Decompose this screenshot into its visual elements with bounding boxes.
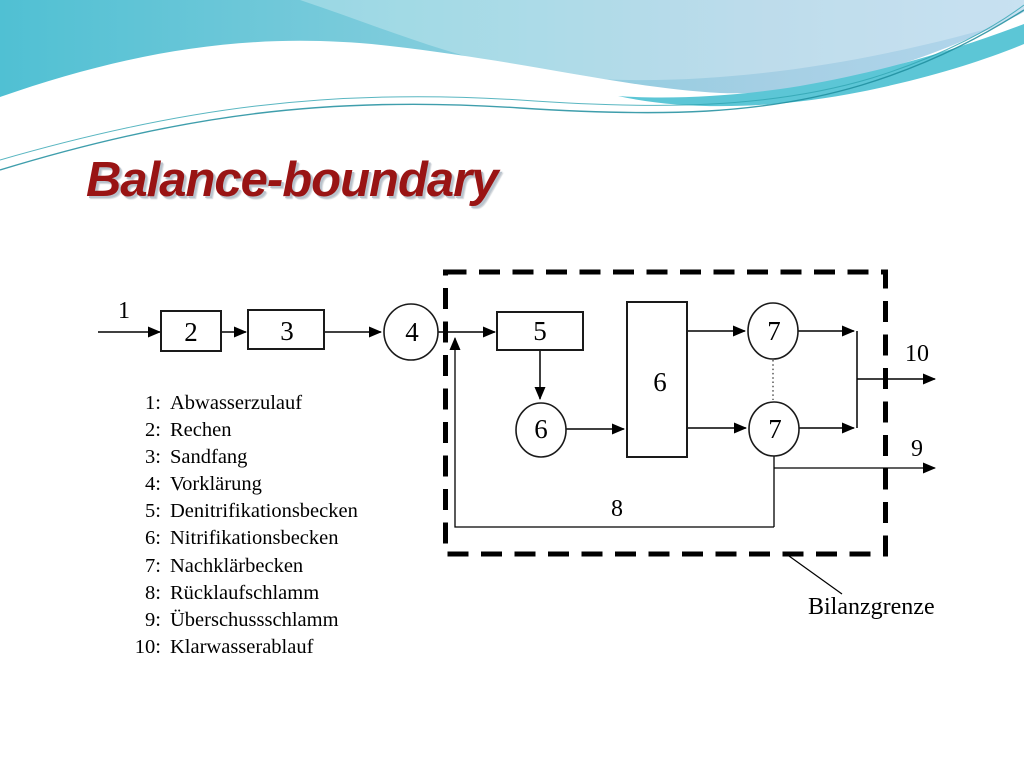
stream-label-9: 9 <box>911 435 923 462</box>
node-label-7-bottom: 7 <box>768 413 782 444</box>
legend-item-label: Rücklaufschlamm <box>170 581 320 604</box>
legend-item <box>117 444 358 471</box>
legend-item <box>117 553 358 580</box>
node-label-4: 4 <box>405 316 419 347</box>
legend-item-label: Überschussschlamm <box>170 608 339 631</box>
stream-label-8: 8 <box>611 495 623 522</box>
node-label-3: 3 <box>280 315 294 346</box>
legend-item-label: Vorklärung <box>170 473 262 496</box>
legend <box>117 390 358 661</box>
legend-item-label: Rechen <box>170 419 232 442</box>
legend-item-number: 2: <box>145 419 161 442</box>
legend-item-number: 5: <box>145 500 161 523</box>
legend-item-number: 3: <box>145 446 161 469</box>
node-label-6-tank: 6 <box>653 366 667 397</box>
legend-item-label: Denitrifikationsbecken <box>170 500 358 523</box>
stream-label-10: 10 <box>905 340 929 367</box>
legend-item <box>117 607 358 634</box>
legend-item <box>117 580 358 607</box>
legend-item <box>117 498 358 525</box>
legend-item-number: 4: <box>145 473 161 496</box>
legend-item <box>117 417 358 444</box>
legend-item-label: Nachklärbecken <box>170 554 304 577</box>
legend-item-number: 6: <box>145 527 161 550</box>
legend-item <box>117 390 358 417</box>
node-label-5: 5 <box>533 315 547 346</box>
boundary-callout-line <box>789 556 842 594</box>
slide-title: Balance-boundary <box>86 153 498 207</box>
node-label-2: 2 <box>184 316 198 347</box>
legend-item-number: 7: <box>145 554 161 577</box>
node-label-6-circle: 6 <box>534 413 548 444</box>
legend-item-label: Nitrifikationsbecken <box>170 527 339 550</box>
legend-item <box>117 471 358 498</box>
legend-item-number: 8: <box>145 581 161 604</box>
legend-item-label: Abwasserzulauf <box>170 392 303 414</box>
legend-item-number: 1: <box>145 392 161 414</box>
legend-item-label: Sandfang <box>170 446 248 469</box>
legend-item-label: Klarwasserablauf <box>170 635 314 658</box>
legend-item-number: 9: <box>145 608 161 631</box>
legend-item <box>117 525 358 552</box>
stream-label-1: 1 <box>118 297 130 324</box>
legend-item-number: 10: <box>134 635 161 658</box>
balance-boundary-label: Bilanzgrenze <box>808 594 935 620</box>
legend-item <box>117 634 358 661</box>
node-label-7-top: 7 <box>767 315 781 346</box>
